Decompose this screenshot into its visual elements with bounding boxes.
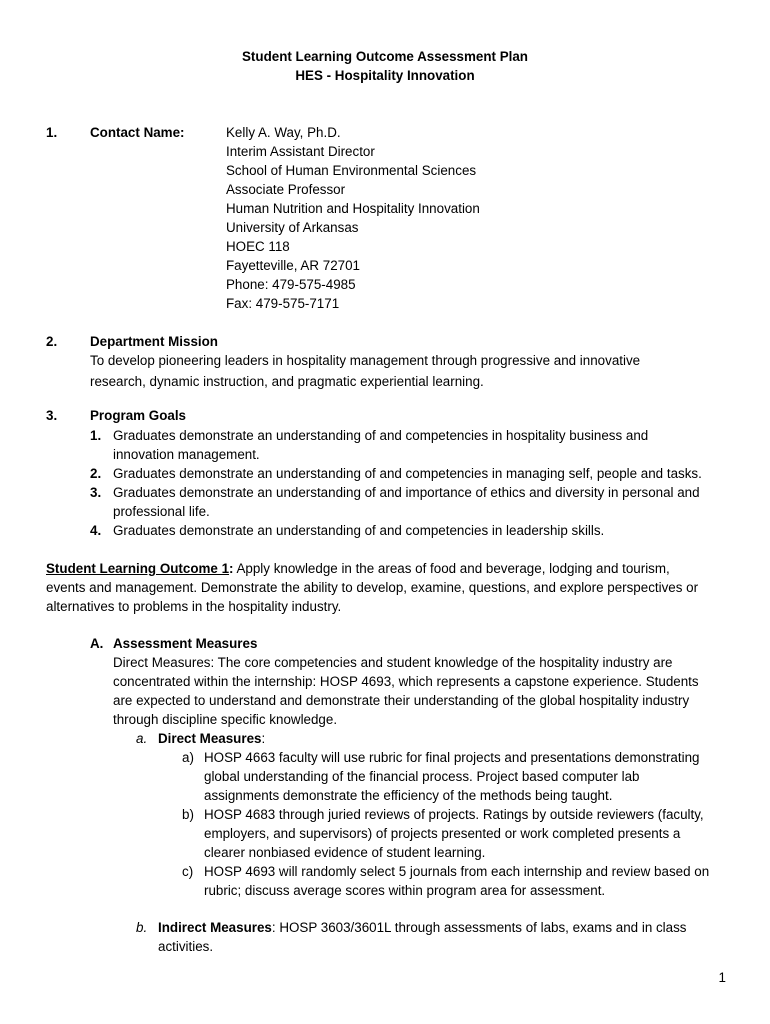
direct-item-line: clearer nonbiased evidence of student learning.: [204, 845, 486, 860]
direct-item-marker: c): [182, 864, 194, 879]
page-number: 1: [718, 970, 726, 985]
mission-heading: Department Mission: [90, 334, 218, 349]
direct-item-line: HOSP 4663 faculty will use rubric for final projects and presentations demonstrating: [204, 750, 700, 765]
assessment-letter: A.: [90, 636, 104, 651]
goal-number: 4.: [90, 523, 102, 538]
document-title: Student Learning Outcome Assessment Plan: [242, 49, 528, 64]
contact-line: Associate Professor: [226, 182, 346, 197]
direct-item-line: assignments demonstrate the efficiency of the methods being taught.: [204, 788, 613, 803]
contact-label: Contact Name:: [90, 125, 185, 140]
mission-line: To develop pioneering leaders in hospitality management through progressive and innovative: [90, 353, 641, 368]
indirect-label: Indirect Measures: [158, 920, 272, 935]
slo1-colon: :: [229, 561, 234, 576]
contact-line: Kelly A. Way, Ph.D.: [226, 125, 341, 140]
direct-colon: :: [261, 731, 266, 746]
contact-line: University of Arkansas: [226, 220, 359, 235]
goal-number: 2.: [90, 466, 102, 481]
mission-line: research, dynamic instruction, and pragmatic experiential learning.: [90, 374, 484, 389]
goals-heading: Program Goals: [90, 408, 186, 423]
indirect-first-line: [158, 918, 687, 937]
contact-line: Fax: 479-575-7171: [226, 296, 340, 311]
direct-item-line: HOSP 4693 will randomly select 5 journals from each internship and review based on: [204, 864, 710, 879]
direct-marker: a.: [136, 731, 148, 746]
contact-line: Fayetteville, AR 72701: [226, 258, 360, 273]
assessment-line: are expected to understand and demonstrate their understanding of the global hospitality industry: [113, 693, 690, 708]
slo1-line: alternatives to problems in the hospitality industry.: [46, 599, 342, 614]
contact-line: School of Human Environmental Sciences: [226, 163, 477, 178]
indirect-colon: :: [271, 920, 276, 935]
direct-item-line: employers, and supervisors) of projects presented or work completed presents a: [204, 826, 681, 841]
slo1-first-line: [46, 559, 670, 578]
slo1-line: events and management. Demonstrate the ability to develop, examine, questions, and explore perspectives or: [46, 580, 699, 595]
contact-line: Human Nutrition and Hospitality Innovation: [226, 201, 480, 216]
goal-line: innovation management.: [113, 447, 260, 462]
assessment-line: through discipline specific knowledge.: [113, 712, 338, 727]
goal-line: professional life.: [113, 504, 210, 519]
contact-line: Interim Assistant Director: [226, 144, 375, 159]
indirect-marker: b.: [136, 920, 148, 935]
direct-heading: [158, 729, 265, 748]
goal-number: 3.: [90, 485, 102, 500]
direct-item-marker: b): [182, 807, 194, 822]
goal-line: Graduates demonstrate an understanding of and importance of ethics and diversity in personal and: [113, 485, 700, 500]
goal-line: Graduates demonstrate an understanding of and competencies in managing self, people and tasks.: [113, 466, 702, 481]
direct-item-line: HOSP 4683 through juried reviews of projects. Ratings by outside reviewers (faculty,: [204, 807, 704, 822]
contact-line: HOEC 118: [226, 239, 290, 254]
assessment-line: Direct Measures: The core competencies and student knowledge of the hospitality industry are: [113, 655, 673, 670]
indirect-text: HOSP 3603/3601L through assessments of labs, exams and in class: [275, 920, 687, 935]
document-subtitle: HES - Hospitality Innovation: [295, 68, 475, 83]
direct-item-line: rubric; discuss average scores within program area for assessment.: [204, 883, 606, 898]
contact-line: Phone: 479-575-4985: [226, 277, 356, 292]
section-number: 1.: [46, 125, 58, 140]
goal-line: Graduates demonstrate an understanding of and competencies in hospitality business and: [113, 428, 649, 443]
section-number: 3.: [46, 408, 58, 423]
goal-number: 1.: [90, 428, 102, 443]
goal-line: Graduates demonstrate an understanding of and competencies in leadership skills.: [113, 523, 605, 538]
section-number: 2.: [46, 334, 58, 349]
indirect-line: activities.: [158, 939, 214, 954]
assessment-line: concentrated within the internship: HOSP 4693, which represents a capstone experience. Students: [113, 674, 699, 689]
direct-label: Direct Measures: [158, 731, 262, 746]
direct-item-marker: a): [182, 750, 194, 765]
slo1-label: Student Learning Outcome 1: [46, 561, 230, 576]
direct-item-line: global understanding of the financial process. Project based computer lab: [204, 769, 640, 784]
slo1-text: Apply knowledge in the areas of food and beverage, lodging and tourism,: [233, 561, 670, 576]
assessment-heading: Assessment Measures: [113, 636, 258, 651]
